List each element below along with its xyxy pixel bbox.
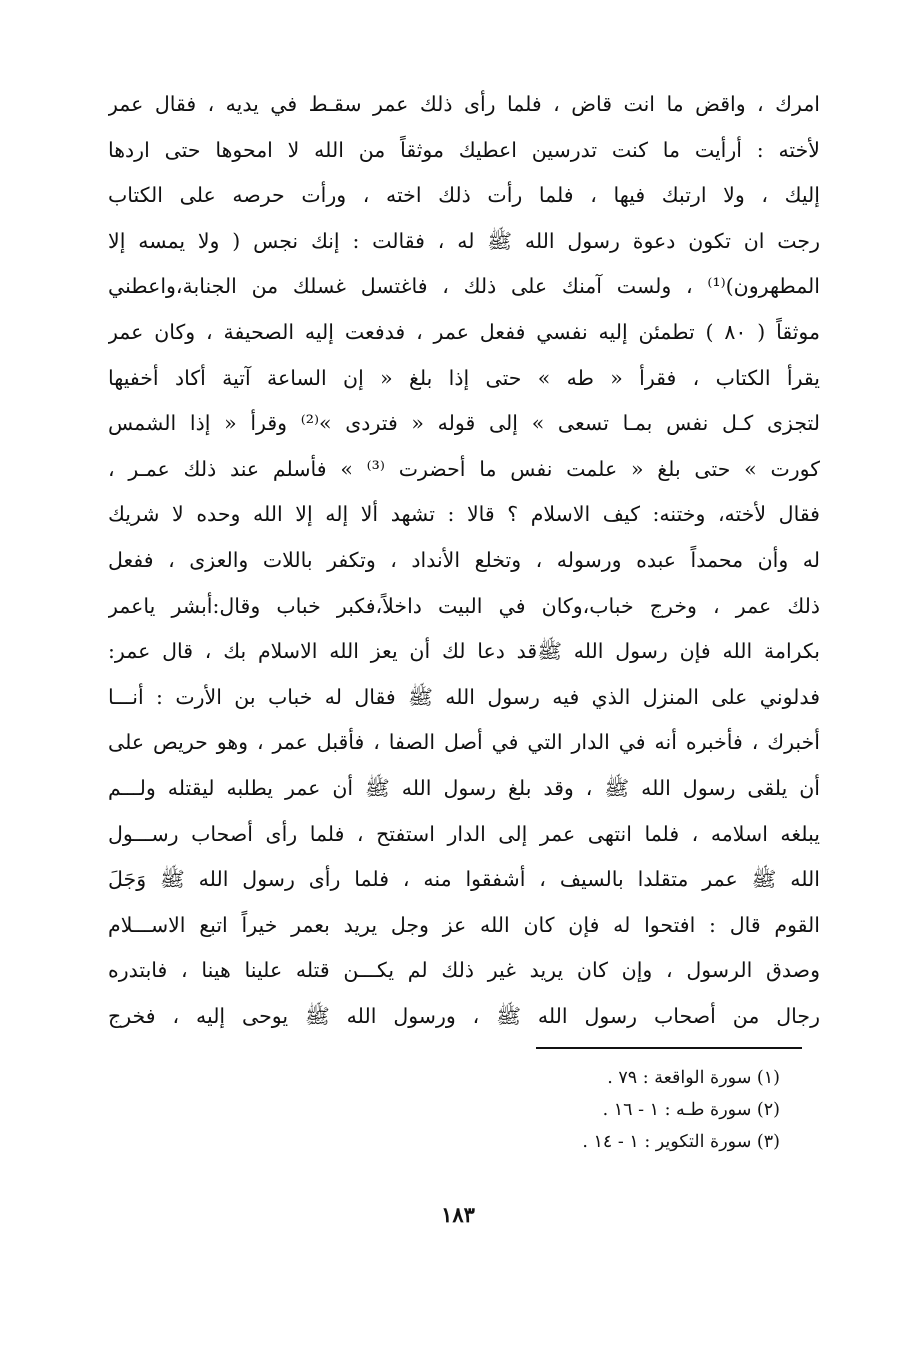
- footnotes: [420, 1062, 780, 1158]
- body-line: أن يلقى رسول الله ﷺ ، وقد بلغ رسول الله ﷺ أن عمر يطلبه ليقتله ولـــم: [108, 775, 820, 800]
- body-line: فدلوني على المنزل الذي فيه رسول الله ﷺ فقال له خباب بن الأرت : أنـــا: [108, 684, 820, 709]
- footnote: (٣) سورة التكوير : ١ - ١٤ .: [582, 1132, 780, 1152]
- body-line: يقرأ الكتاب ، فقرأ « طه » حتى إذا بلغ « إن الساعة آتية أكاد أخفيها: [108, 365, 820, 390]
- body-line: وصدق الرسول ، وإن كان يريد غير ذلك لم يكـــن قتله علينا هينا ، فابتدره: [108, 958, 820, 983]
- body-line: القوم قال : افتحوا له فإن كان الله عز وجل يريد بعمر خيراً اتبع الاســـلام: [108, 912, 820, 937]
- body-text: [108, 82, 820, 1039]
- body-line: امرك ، واقض ما انت قاض ، فلما رأى ذلك عمر سقـط في يديه ، فقال عمر: [108, 92, 820, 116]
- body-line: إليك ، ولا ارتبك فيها ، فلما رأت ذلك اخته ، ورأت حرصه على الكتاب: [108, 183, 820, 208]
- body-line: موثقاً ( ٨٠ ) تطمئن إليه نفسي ففعل عمر ، فدفعت إليه الصحيفة ، وكان عمر: [108, 319, 820, 344]
- body-line: له وأن محمداً عبده ورسوله ، وتخلع الأنداد ، وتكفر باللات والعزى ، ففعل: [108, 547, 820, 572]
- body-line: أخبرك ، فأخبره أنه في الدار التي في أصل الصفا ، فأقبل عمر ، وهو حريص على: [108, 730, 820, 755]
- body-line: ذلك عمر ، وخرج خباب،وكان في البيت داخلاً،فكبر خباب وقال:أبشر ياعمر: [108, 593, 820, 618]
- footnote: (١) سورة الواقعة : ٧٩ .: [607, 1068, 780, 1088]
- body-line: لتجزى كـل نفس بمـا تسعى » إلى قوله « فتردى »⁽²⁾ وقرأ « إذا الشمس: [108, 411, 820, 436]
- body-line: المطهرون)⁽¹⁾ ، ولست آمنك على ذلك ، فاغتسل غسلك من الجنابة،واعطني: [108, 274, 820, 299]
- body-line: فقال لأخته، وختنه: كيف الاسلام ؟ قالا : تشهد ألا إله إلا الله وحده لا شريك: [108, 502, 820, 527]
- footnote-divider: [536, 1047, 802, 1049]
- body-line: رجال من أصحاب رسول الله ﷺ ، ورسول الله ﷺ يوحى إليه ، فخرج: [108, 1003, 820, 1028]
- body-line: يبلغه اسلامه ، فلما انتهى عمر إلى الدار استفتح ، فلما رأى أصحاب رســـول: [108, 821, 820, 846]
- page-number: ١٨٣: [441, 1202, 475, 1227]
- body-line: بكرامة الله فإن رسول الله ﷺقد دعا لك أن يعز الله الاسلام بك ، قال عمر:: [108, 639, 820, 664]
- footnote: (٢) سورة طـه : ١ - ١٦ .: [602, 1100, 780, 1120]
- body-line: لأخته : أرأيت ما كنت تدرسين اعطيك موثقاً من الله لا امحوها حتى اردها: [108, 137, 820, 162]
- body-line: الله ﷺ عمر متقلدا بالسيف ، أشفقوا منه ، فلما رأى رسول الله ﷺ وَجَلَ: [108, 867, 820, 892]
- body-line: كورت » حتى بلغ « علمت نفس ما أحضرت ⁽³⁾ » فأسلم عند ذلك عمـر ،: [108, 456, 820, 481]
- body-line: رجت ان تكون دعوة رسول الله ﷺ له ، فقالت : إنك نجس ( ولا يمسه إلا: [108, 228, 820, 253]
